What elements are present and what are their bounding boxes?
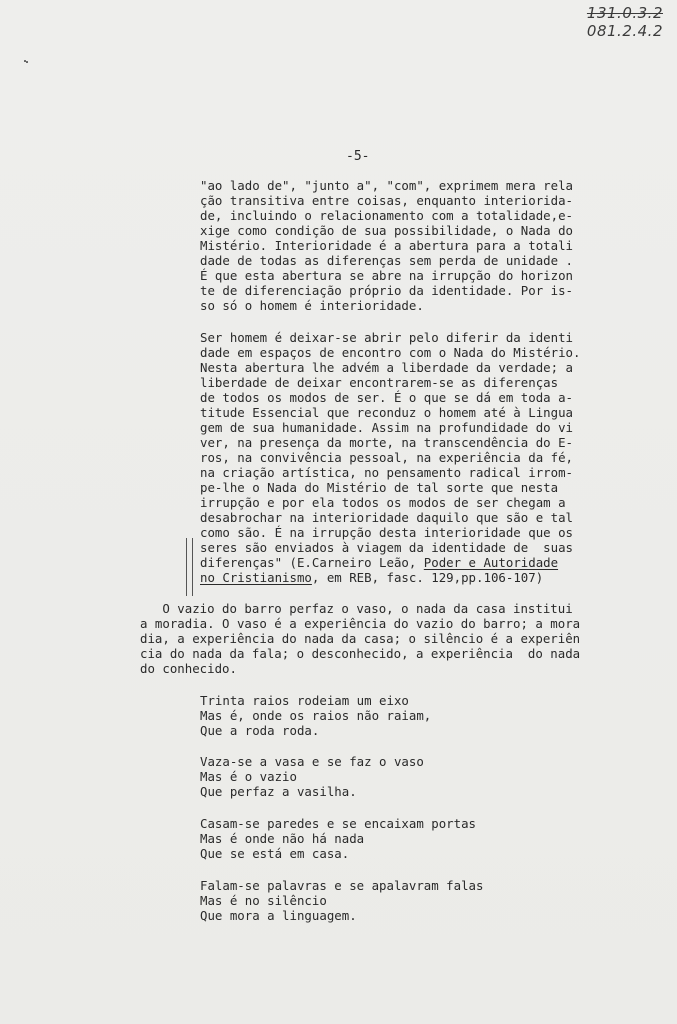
quote-line: pe-lhe o Nada do Mistério de tal sorte que nesta: [200, 480, 559, 495]
poem-line: Que a roda roda.: [200, 723, 320, 738]
paragraph-line: dia, a experiência do nada da casa; o silêncio é a experiên: [140, 631, 581, 646]
ink-speck: [24, 60, 28, 63]
quote-line: na criação artística, no pensamento radical irrom-: [200, 465, 573, 480]
quote-line: so só o homem é interioridade.: [200, 298, 424, 313]
quote-line: irrupção e por ela todos os modos de ser chegam a: [200, 495, 566, 510]
quote-line: Mistério. Interioridade é a abertura para a totali: [200, 238, 573, 253]
poem-line: Que mora a linguagem.: [200, 908, 357, 923]
quote-line: ção transitiva entre coisas, enquanto interiorida-: [200, 193, 573, 208]
quote-line: gem de sua humanidade. Assim na profundidade do vi: [200, 420, 573, 435]
quote-line: ver, na presença da morte, na transcendência do E-: [200, 435, 573, 450]
poem-line: Mas é onde não há nada: [200, 831, 365, 846]
quote-line: dade de todas as diferenças sem perda de unidade .: [200, 253, 573, 268]
poem-line: Que perfaz a vasilha.: [200, 784, 357, 799]
page-number: -5-: [346, 149, 370, 164]
quote-line: xige como condição de sua possibilidade, o Nada do: [200, 223, 573, 238]
citation-line: [200, 555, 558, 570]
quote-line: desabrochar na interioridade daquilo que são e tal: [200, 510, 573, 525]
poem-line: Falam-se palavras e se apalavram falas: [200, 878, 484, 893]
paragraph-line: cia do nada da fala; o desconhecido, a experiência do nada: [140, 646, 581, 661]
quote-line: Ser homem é deixar-se abrir pelo diferir da identi: [200, 330, 573, 345]
quote-line: "ao lado de", "junto a", "com", exprimem mera rela: [200, 178, 573, 193]
poem-line: Casam-se paredes e se encaixam portas: [200, 816, 477, 831]
archive-reference: [587, 4, 663, 40]
poem-line: Mas é no silêncio: [200, 893, 327, 908]
poem-line: Mas é, onde os raios não raiam,: [200, 708, 432, 723]
citation-title: no Cristianismo: [200, 570, 312, 585]
paragraph-line: O vazio do barro perfaz o vaso, o nada da casa institui: [140, 601, 573, 616]
quote-line: diferenças" (E.Carneiro Leão,: [200, 555, 424, 570]
quote-line: de, incluindo o relacionamento com a totalidade,e-: [200, 208, 573, 223]
citation-title: Poder e Autoridade: [423, 555, 559, 570]
citation-line: [200, 570, 543, 585]
poem-line: Vaza-se a vasa e se faz o vaso: [200, 754, 424, 769]
quote-line: dade em espaços de encontro com o Nada do Mistério.: [200, 345, 581, 360]
margin-double-bar: [186, 538, 193, 596]
quote-line: ros, na convivência pessoal, na experiência da fé,: [200, 450, 573, 465]
paragraph-line: a moradia. O vaso é a experiência do vazio do barro; a mora: [140, 616, 581, 631]
quote-line: titude Essencial que reconduz o homem até à Lingua: [200, 405, 573, 420]
poem-line: Mas é o vazio: [200, 769, 297, 784]
quote-line: de todos os modos de ser. É o que se dá em toda a-: [200, 390, 573, 405]
poem-line: Trinta raios rodeiam um eixo: [200, 693, 409, 708]
quote-line: Nesta abertura lhe advém a liberdade da verdade; a: [200, 360, 573, 375]
paragraph-line: do conhecido.: [140, 661, 237, 676]
quote-line: te de diferenciação próprio da identidade. Por is-: [200, 283, 573, 298]
quote-line: seres são enviados à viagem da identidade de suas: [200, 540, 573, 555]
citation-rest: , em REB, fasc. 129,pp.106-107): [311, 570, 544, 585]
quote-line: liberdade de deixar encontrarem-se as diferenças: [200, 375, 559, 390]
poem-line: Que se está em casa.: [200, 846, 350, 861]
quote-line: É que esta abertura se abre na irrupção do horizon: [200, 268, 573, 283]
quote-line: como são. É na irrupção desta interioridade que os: [200, 525, 573, 540]
archive-code-line-1: 131.0.3.2: [586, 4, 663, 22]
archive-code-line-2: 081.2.4.2: [586, 22, 663, 40]
